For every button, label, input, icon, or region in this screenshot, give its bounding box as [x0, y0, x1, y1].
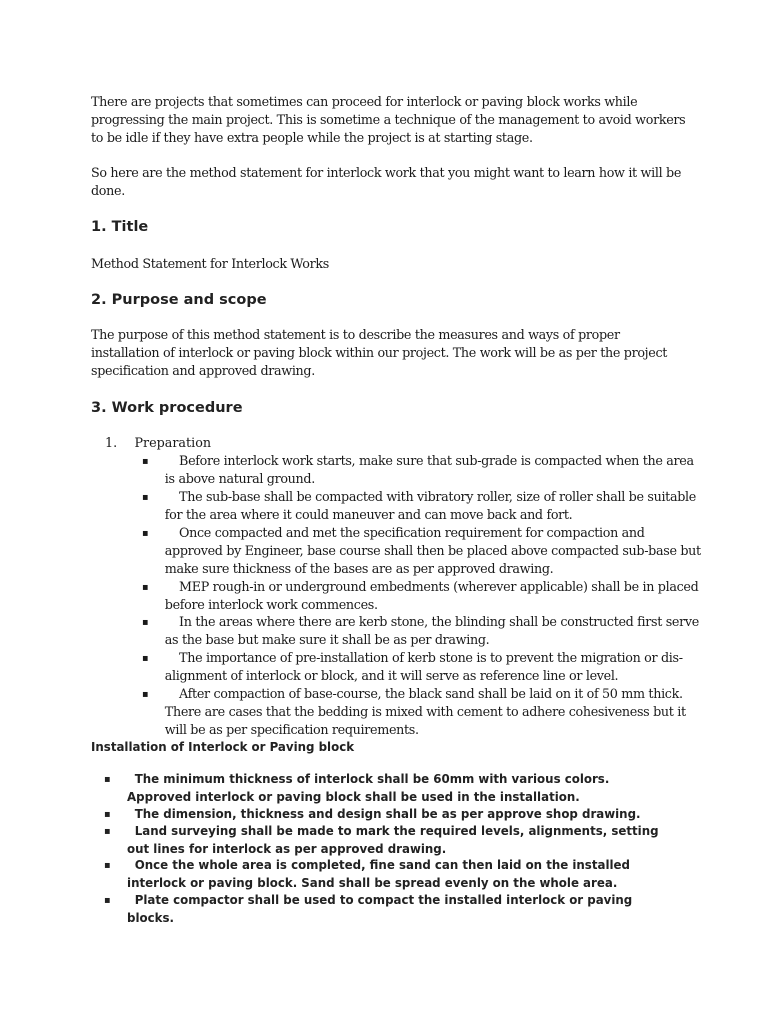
square-bullet-icon: ▪ — [142, 456, 149, 467]
section-heading-title: 1. Title — [91, 219, 149, 235]
square-bullet-icon: ▪ — [142, 653, 149, 664]
list-item-text: In the areas where there are kerb stone, the blinding shall be constructed first serve as the base but make sure it shall be as per drawing. — [164, 615, 699, 648]
square-bullet-icon: ▪ — [142, 528, 149, 539]
square-bullet-icon: ▪ — [104, 809, 111, 820]
square-bullet-icon: ▪ — [104, 895, 111, 906]
list-item — [142, 686, 703, 740]
list-item — [104, 823, 661, 858]
list-item-text: The minimum thickness of interlock shall be 60mm with various colors. Approved interlock or paving block shall be used in the installation. — [127, 772, 610, 804]
list-item-text: After compaction of base-course, the black sand shall be laid on it of 50 mm thick. There are cases that the bedding is mixed with cement to adhere cohesiveness but it will be as per specification requirements. — [164, 687, 686, 738]
section-heading-procedure: 3. Work procedure — [91, 400, 243, 416]
list-item — [142, 525, 703, 579]
list-item — [142, 489, 703, 525]
list-item — [142, 579, 703, 615]
square-bullet-icon: ▪ — [104, 826, 111, 837]
list-item — [104, 771, 661, 806]
list-item-text: Plate compactor shall be used to compact the installed interlock or paving blocks. — [127, 893, 633, 925]
square-bullet-icon: ▪ — [142, 617, 149, 628]
square-bullet-icon: ▪ — [104, 774, 111, 785]
list-item-text: MEP rough-in or underground embedments (wherever applicable) shall be in placed before interlock work commences. — [164, 580, 699, 613]
square-bullet-icon: ▪ — [104, 860, 111, 871]
square-bullet-icon: ▪ — [142, 689, 149, 700]
square-bullet-icon: ▪ — [142, 582, 149, 593]
list-item — [142, 650, 703, 686]
list-item-text: The importance of pre-installation of kerb stone is to prevent the migration or dis-alignment of interlock or block, and it will serve as reference line or level. — [164, 651, 683, 684]
list-item — [104, 892, 661, 927]
list-item — [104, 806, 661, 824]
list-item — [142, 614, 703, 650]
list-item-text: Land surveying shall be made to mark the required levels, alignments, setting out lines for interlock as per approved drawing. — [127, 824, 659, 856]
intro-paragraph: So here are the method statement for interlock work that you might want to learn how it will be done. — [91, 166, 682, 199]
list-item-title: Preparation — [134, 436, 212, 451]
section-body-title: Method Statement for Interlock Works — [91, 257, 329, 272]
list-item-text: The sub-base shall be compacted with vibratory roller, size of roller shall be suitable for the area where it could maneuver and can move back and fort. — [164, 490, 696, 523]
list-item — [142, 453, 703, 489]
intro-paragraph: There are projects that sometimes can proceed for interlock or paving block works while progressing the main project. This is sometime a technique of the management to avoid workers to be idle if they have extra people while the project is at starting stage. — [91, 95, 686, 146]
list-number: 1. — [105, 436, 118, 451]
list-item — [104, 857, 661, 892]
section-body-purpose: The purpose of this method statement is to describe the measures and ways of proper installation of interlock or paving block within our project. The work will be as per the project specification and approved drawing. — [91, 328, 668, 379]
list-item-text: Once the whole area is completed, fine sand can then laid on the installed interlock or paving block. Sand shall be spread evenly on the whole area. — [127, 858, 631, 890]
list-item-text: Once compacted and met the specification requirement for compaction and approved by Engineer, base course shall then be placed above compacted sub-base but make sure thickness of the bases are as per approved drawing. — [164, 526, 701, 577]
installation-heading: Installation of Interlock or Paving block — [91, 740, 355, 754]
list-item-text: Before interlock work starts, make sure that sub-grade is compacted when the area is above natural ground. — [164, 454, 694, 487]
square-bullet-icon: ▪ — [142, 492, 149, 503]
section-heading-purpose: 2. Purpose and scope — [91, 292, 267, 308]
list-item-text: The dimension, thickness and design shall be as per approve shop drawing. — [134, 807, 641, 821]
